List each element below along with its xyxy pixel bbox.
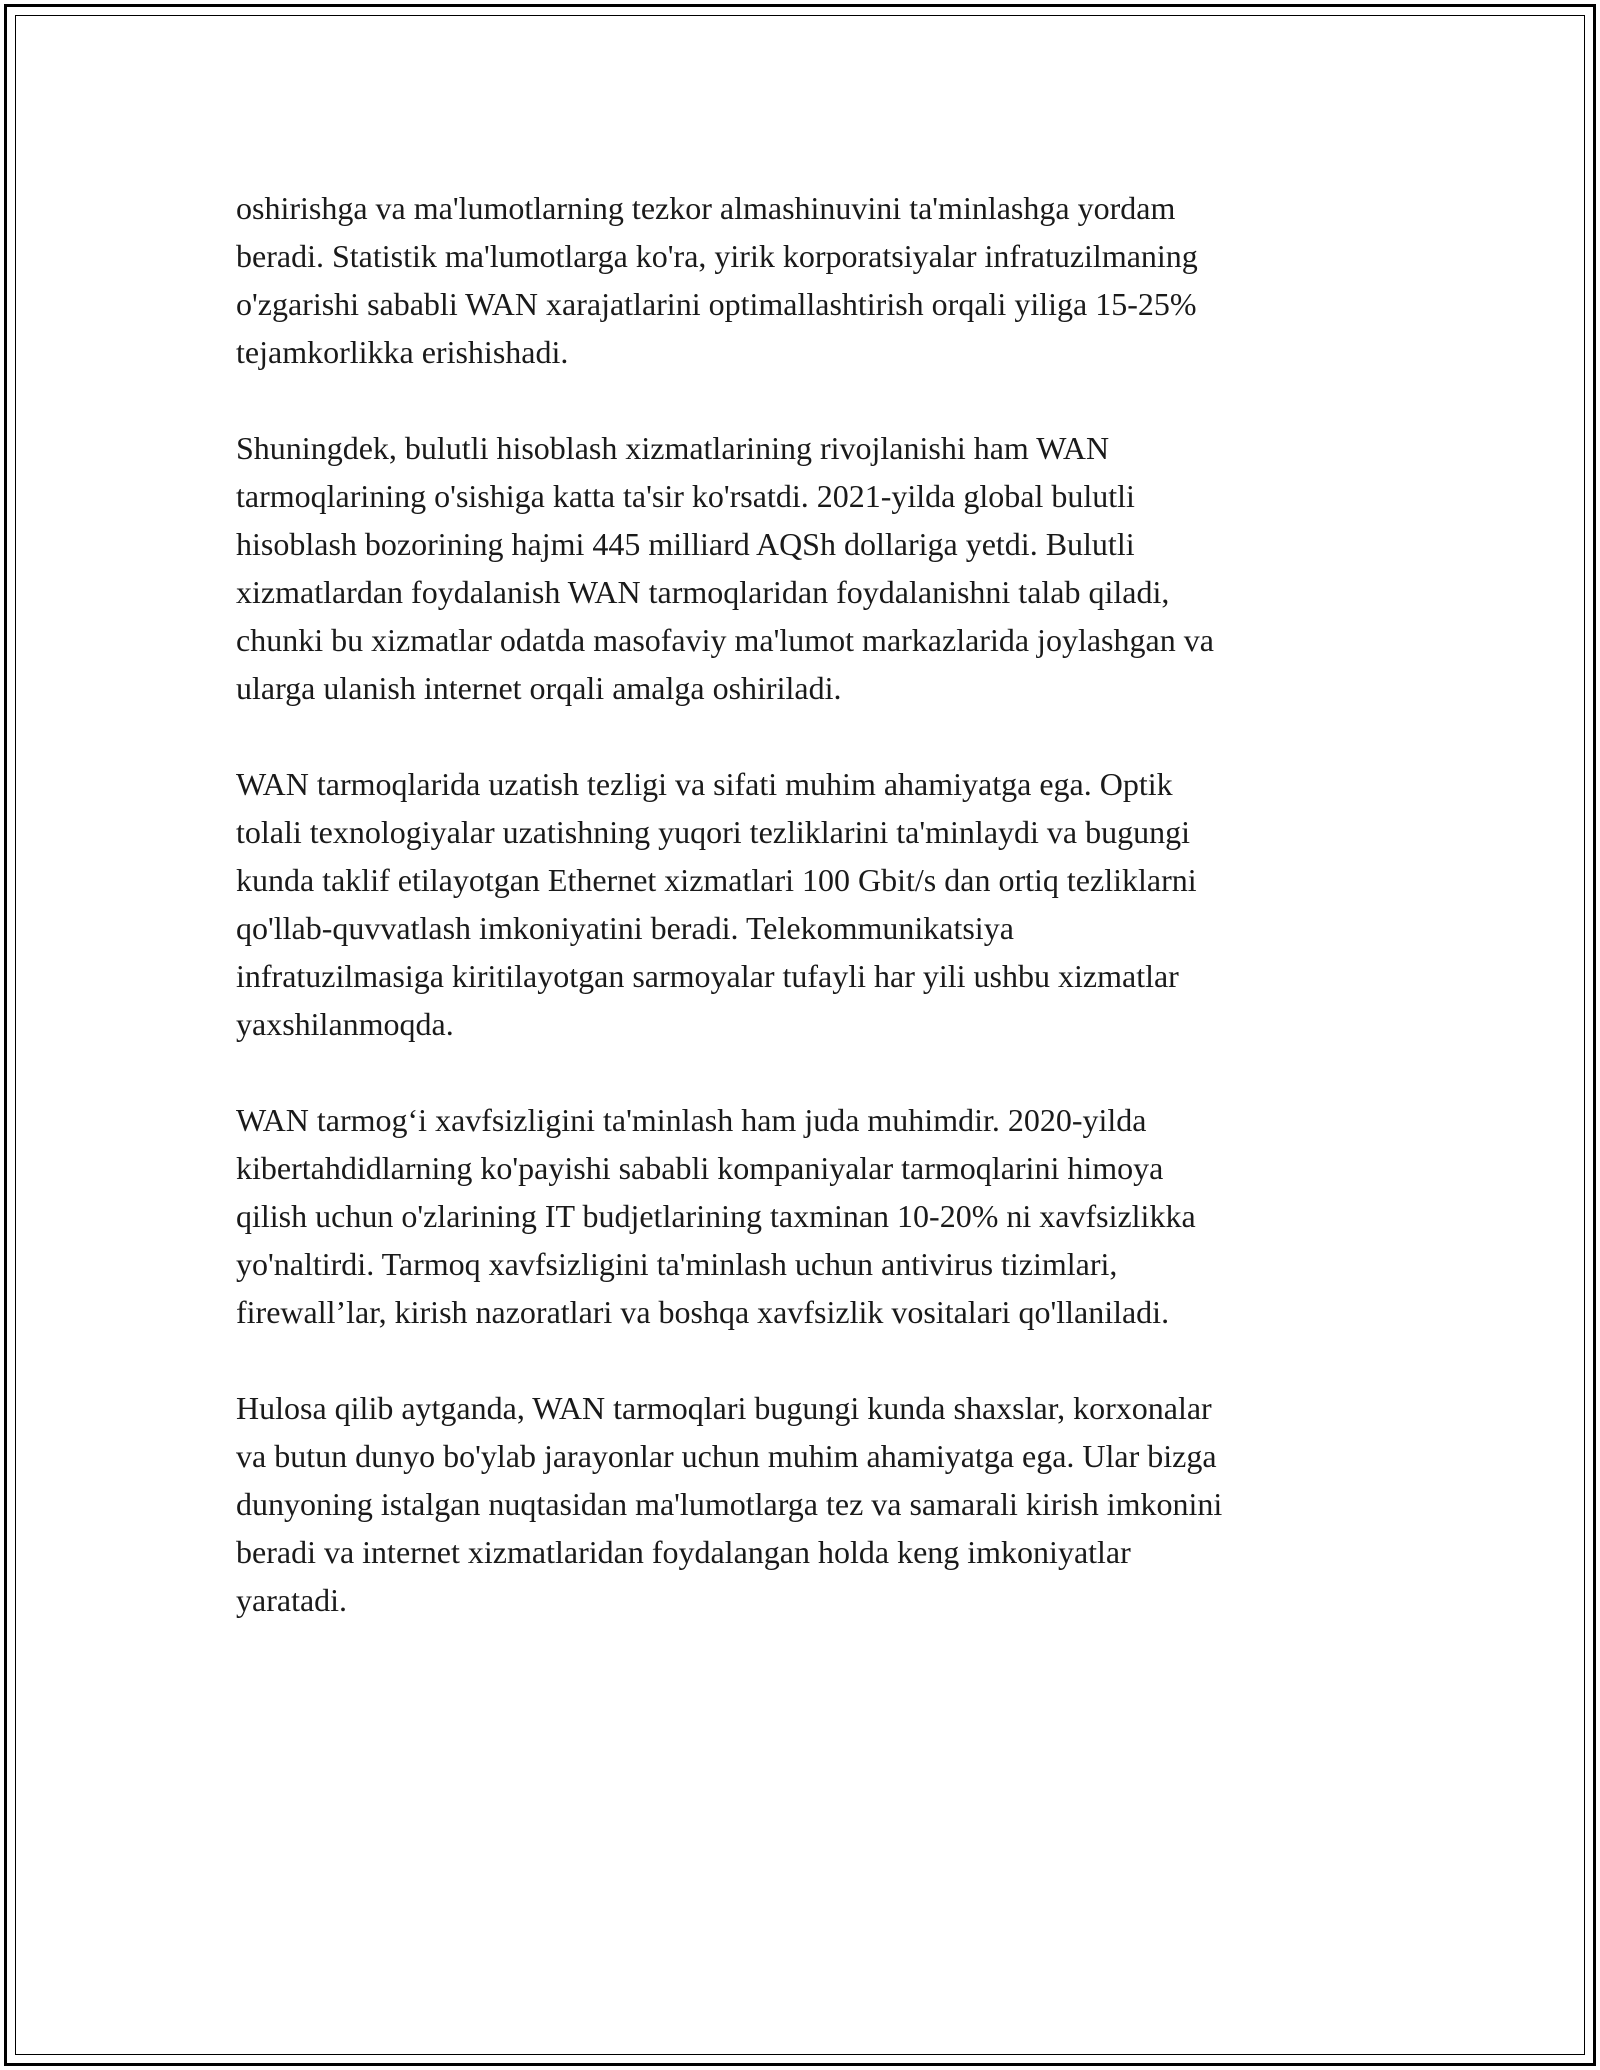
paragraph-transmission-speed: WAN tarmoqlarida uzatish tezligi va sifati muhim ahamiyatga ega. Optik tolali texnologiyalar uzatishning yuqori tezliklarini ta'minlaydi va bugungi kunda taklif etilayotgan Ethernet xizmatlari 100 Gbit/s dan ortiq tezliklarni qo'llab-quvvatlash imkoniyatini beradi. Telekommunikatsiya infratuzilmasiga kiritilayotgan sarmoyalar tufayli har yili ushbu xizmatlar yaxshilanmoqda. — [236, 766, 1197, 1042]
paragraph-cloud-computing: Shuningdek, bulutli hisoblash xizmatlarining rivojlanishi ham WAN tarmoqlarining o'sishiga katta ta'sir ko'rsatdi. 2021-yilda global bulutli hisoblash bozorining hajmi 445 milliard AQSh dollariga yetdi. Bulutli xizmatlardan foydalanish WAN tarmoqlaridan foydalanishni talab qiladi, chunki bu xizmatlar odatda masofaviy ma'lumot markazlarida joylashgan va ularga ulanish internet orqali amalga oshiriladi. — [236, 430, 1214, 706]
paragraph-cost-savings: oshirishga va ma'lumotlarning tezkor almashinuvini ta'minlashga yordam beradi. Statistik ma'lumotlarga ko'ra, yirik korporatsiyalar infratuzilmaning o'zgarishi sababli WAN xarajatlarini optimallashtirish orqali yiliga 15-25% tejamkorlikka erishishadi. — [236, 190, 1198, 370]
paragraph-security: WAN tarmog‘i xavfsizligini ta'minlash ham juda muhimdir. 2020-yilda kibertahdidlarning ko'payishi sababli kompaniyalar tarmoqlarini himoya qilish uchun o'zlarining IT budjetlarining taxminan 10-20% ni xavfsizlikka yo'naltirdi. Tarmoq xavfsizligini ta'minlash uchun antivirus tizimlari, firewall’lar, kirish nazoratlari va boshqa xavfsizlik vositalari qo'llaniladi. — [236, 1102, 1196, 1330]
paragraph-conclusion: Hulosa qilib aytganda, WAN tarmoqlari bugungi kunda shaxslar, korxonalar va butun dunyo bo'ylab jarayonlar uchun muhim ahamiyatga ega. Ular bizga dunyoning istalgan nuqtasidan ma'lumotlarga tez va samarali kirish imkonini beradi va internet xizmatlaridan foydalangan holda keng imkoniyatlar yaratadi. — [236, 1390, 1223, 1618]
document-body — [236, 184, 1376, 1672]
